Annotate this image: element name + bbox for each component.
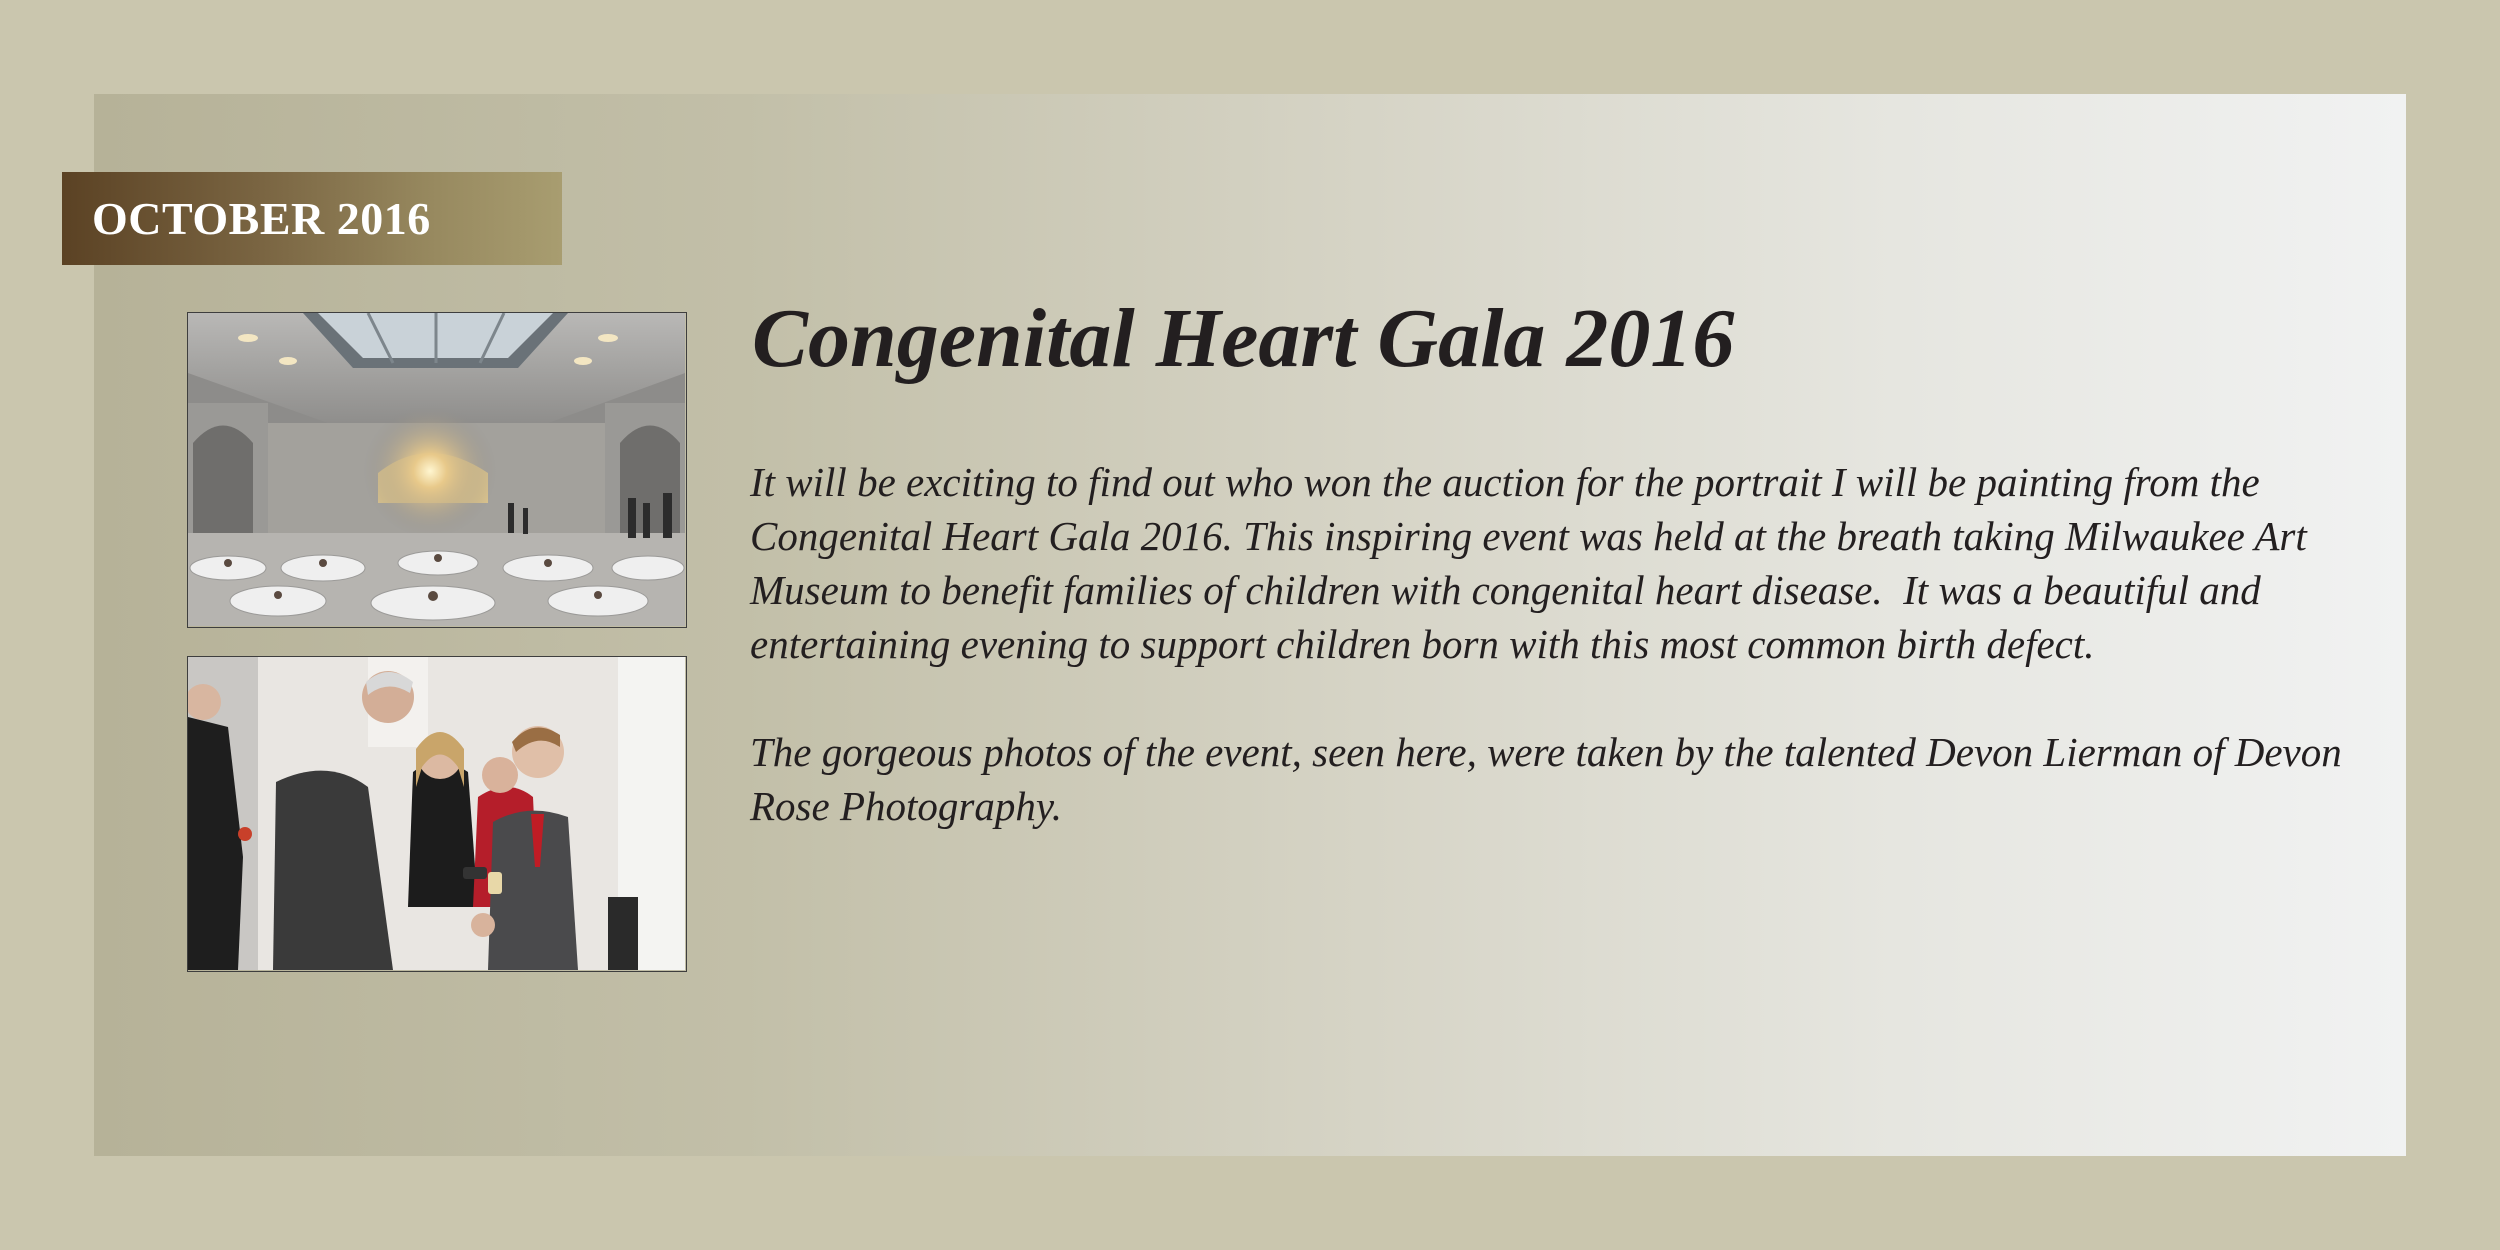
article-body xyxy=(750,455,2370,833)
article-title: Congenital Heart Gala 2016 xyxy=(752,292,1735,385)
gala-hall-photo xyxy=(187,312,687,628)
guests-photo xyxy=(187,656,687,972)
paragraph-1: It will be exciting to find out who won the auction for the portrait I will be painting from the Congenital Heart Gala 2016. This inspiring event was held at the breath taking Milwaukee Art Museum to benefit families of children with congenital heart disease. It was a beautiful and entertaining evening to support children born with this most common birth defect. xyxy=(750,459,2317,667)
paragraph-2: The gorgeous photos of the event, seen here, were taken by the talented Devon Lierman of Devon Rose Photography. xyxy=(750,729,2353,829)
date-banner: OCTOBER 2016 xyxy=(62,172,562,265)
